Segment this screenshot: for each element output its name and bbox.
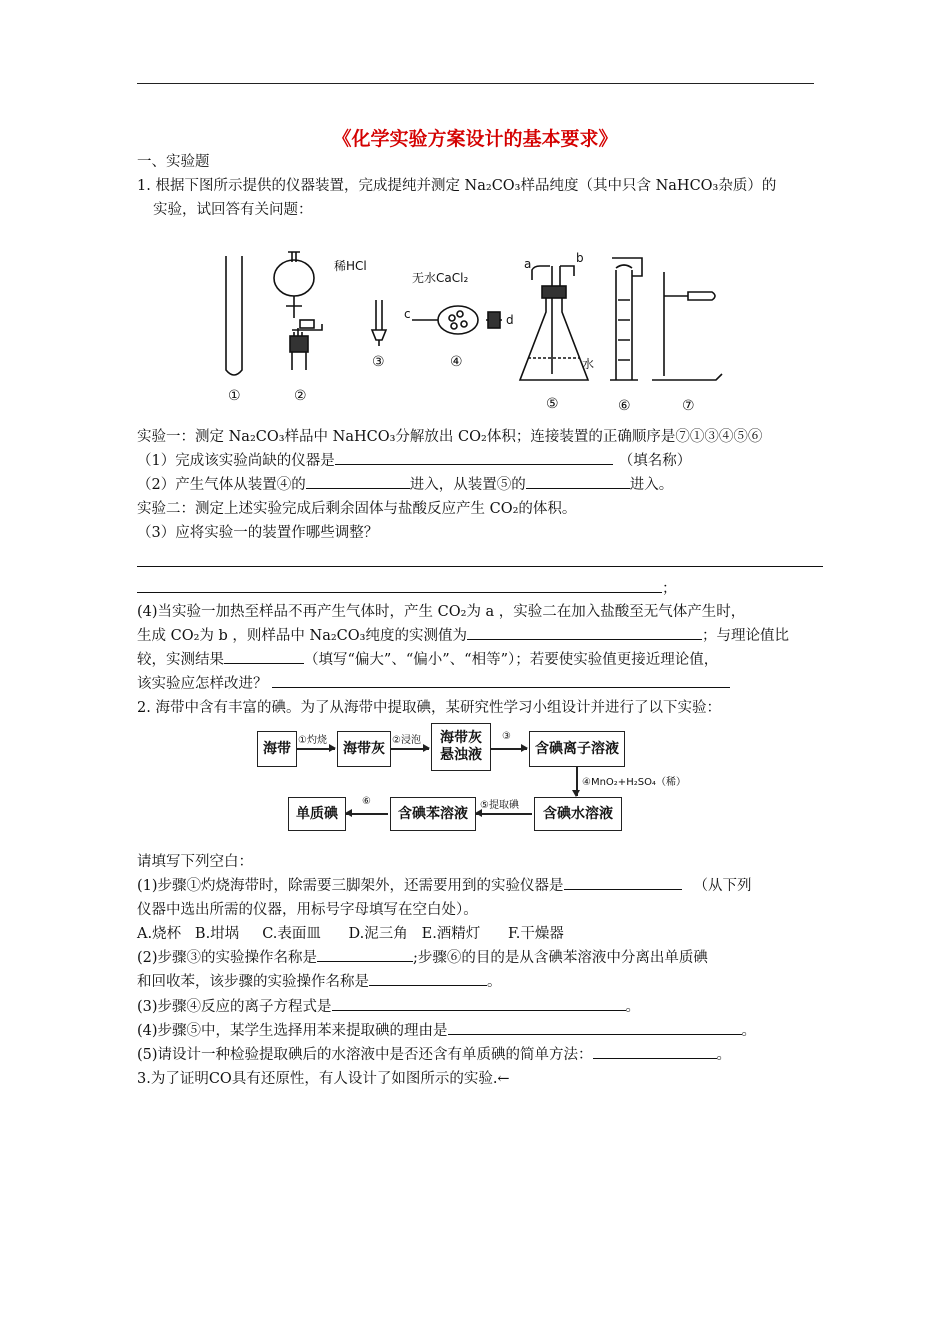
q2-part1-line1: (1)步骤①灼烧海带时，除需要三脚架外，还需要用到的实验仪器是 （从下列 [137,875,752,897]
flow-step-1: ①灼烧 [298,735,327,746]
q1-part2: （2）产生气体从装置④的 进入，从装置⑤的 进入。 [137,474,673,496]
answer-blank[interactable] [467,625,702,640]
flow-step-4: ④MnO₂+H₂SO₄（稀） [582,777,686,788]
q1-part4-line1: (4)当实验一加热至样品不再产生气体时，产生 CO₂为 a ，实验二在加入盐酸至无气体产生时， [137,604,746,620]
svg-text:④: ④ [450,354,463,370]
answer-blank[interactable] [448,1020,742,1035]
flow-step-2: ②浸泡 [392,735,421,746]
q2-part4: (4)步骤⑤中，某学生选择用苯来提取碘的理由是 。 [137,1020,756,1042]
svg-text:③: ③ [372,354,385,370]
svg-text:无水CaCl₂: 无水CaCl₂ [412,271,469,285]
q2-part3: (3)步骤④反应的离子方程式是 。 [137,996,640,1018]
q2-options: A.烧杯 B.坩埚 C.表面皿 D.泥三角 E.酒精灯 F.干燥器 [137,926,564,942]
q1-part4-line4: 该实验应怎样改进？ [137,673,730,695]
answer-blank[interactable] [335,450,613,465]
svg-text:②: ② [294,388,307,404]
conical-flask-drawing [520,266,588,380]
q2-fill-intro: 请填写下列空白： [137,854,253,870]
q1-part1: （1）完成该实验尚缺的仪器是 （填名称） [137,450,691,472]
q2-part5: (5)请设计一种检验提取碘后的水溶液中是否还含有单质碘的简单方法： 。 [137,1044,731,1066]
svg-text:⑥: ⑥ [618,398,631,414]
svg-text:a: a [524,257,532,271]
section-heading: 一、实验题 [137,154,210,170]
q2-stem: 2. 海带中含有丰富的碘。为了从海带中提取碘，某研究性学习小组设计并进行了以下实验： [137,700,721,716]
measuring-cylinder-drawing [610,258,642,380]
q1-stem-line2: 实验，试回答有关问题： [153,202,313,218]
answer-blank[interactable] [593,1044,717,1059]
svg-text:稀HCl: 稀HCl [334,259,367,273]
test-tube-drawing [226,256,242,375]
q1-stem-line1: 1. 根据下图所示提供的仪器装置，完成提纯并测定 Na₂CO₃样品纯度（其中只含 NaHCO₃杂质）的 [137,178,777,194]
flow-box-iodide-solution: 含碘离子溶液 [529,731,625,767]
q1-part4-line2: 生成 CO₂为 b ，则样品中 Na₂CO₃纯度的实测值为 ；与理论值比 [137,625,789,647]
svg-text:①: ① [228,388,241,404]
header-rule [137,83,814,84]
flow-box-seaweed: 海带 [257,731,297,767]
svg-text:d: d [506,313,514,327]
svg-text:水: 水 [582,357,595,371]
q1-part4-line3: 较，实测结果 （填写“偏大”、“偏小”、“相等”）；若要使实验值更接近理论值， [137,649,718,671]
flow-step-5: ⑤提取碘 [480,800,519,811]
svg-text:c: c [404,307,411,321]
q3-stem: 3.为了证明CO具有还原性，有人设计了如图所示的实验.← [137,1071,510,1087]
answer-blank[interactable] [306,474,410,489]
flow-box-seaweed-ash: 海带灰 [337,731,391,767]
answer-blank[interactable] [526,474,630,489]
apparatus-figure [212,240,732,420]
svg-text:⑤: ⑤ [546,396,559,412]
svg-text:⑦: ⑦ [682,398,695,414]
flow-box-iodine-water: 含碘水溶液 [534,797,622,831]
answer-blank[interactable] [564,875,682,890]
flow-step-6: ⑥ [362,796,371,807]
answer-blank[interactable] [317,947,413,962]
answer-blank[interactable] [272,673,730,688]
answer-line[interactable] [137,566,823,567]
flow-box-iodine-benzene: 含碘苯溶液 [390,797,476,831]
q2-part2-line1: (2)步骤③的实验操作名称是 ;步骤⑥的目的是从含碘苯溶液中分离出单质碘 [137,947,708,969]
iron-stand-drawing [652,272,722,380]
page-title: 《化学实验方案设计的基本要求》 [332,128,618,150]
svg-text:b: b [576,251,584,265]
q2-part2-line2: 和回收苯，该步骤的实验操作名称是 。 [137,971,502,993]
q1-exp2: 实验二：测定上述实验完成后剩余固体与盐酸反应产生 CO₂的体积。 [137,501,577,517]
answer-blank[interactable] [137,578,662,593]
answer-blank[interactable] [332,996,626,1011]
separatory-funnel-drawing [274,252,322,370]
answer-blank[interactable] [369,971,487,986]
q1-part3-answer: ； [137,578,677,600]
flow-box-elemental-iodine: 单质碘 [288,797,346,831]
drying-tube-drawing [412,306,502,334]
q1-exp1: 实验一：测定 Na₂CO₃样品中 NaHCO₃分解放出 CO₂体积；连接装置的正确顺序是⑦①③④⑤⑥ [137,429,763,445]
flow-step-3: ③ [502,731,511,742]
q1-part3: （3）应将实验一的装置作哪些调整？ [137,525,379,541]
q2-part1-line2: 仪器中选出所需的仪器，用标号字母填写在空白处）。 [137,902,478,918]
answer-blank[interactable] [224,649,304,664]
adapter-drawing [372,300,386,346]
flow-box-suspension: 海带灰 悬浊液 [431,723,491,771]
